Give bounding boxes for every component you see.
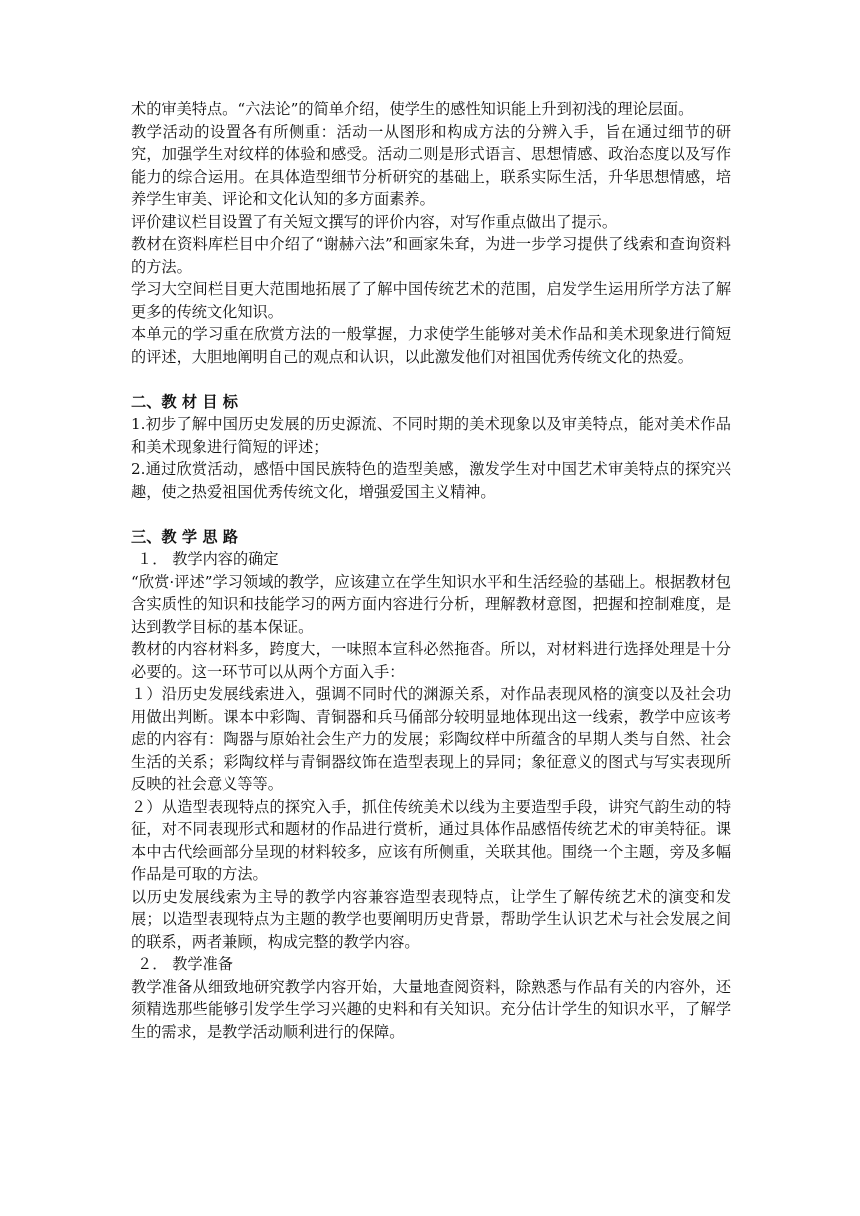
intro-paragraph-6: 本单元的学习重在欣赏方法的一般掌握，力求使学生能够对美术作品和美术现象进行简短的评述，大胆地阐明自己的观点和认识，以此激发他们对祖国优秀传统文化的热爱。 bbox=[131, 325, 731, 366]
section-gap bbox=[131, 368, 731, 391]
intro-paragraph-4: 教材在资料库栏目中介绍了“谢赫六法”和画家朱耷，为进一步学习提供了线索和查询资料的方法。 bbox=[131, 235, 731, 276]
document-page bbox=[131, 98, 731, 1043]
intro-paragraph-3: 评价建议栏目设置了有关短文撰写的评价内容，对写作重点做出了提示。 bbox=[131, 212, 617, 231]
section-heading-teaching-goals: 二、教 材 目 标 bbox=[131, 392, 238, 411]
subsection-title-content: １． 教学内容的确定 bbox=[137, 550, 279, 568]
content-paragraph-2: 教材的内容材料多，跨度大，一味照本宣科必然拖沓。所以，对材料进行选择处理是十分必要的。这一环节可以从两个方面入手： bbox=[131, 640, 731, 681]
section-gap bbox=[131, 503, 731, 526]
content-paragraph-5: 以历史发展线索为主导的教学内容兼容造型表现特点，让学生了解传统艺术的演变和发展；以造型表现特点为主题的教学也要阐明历史背景，帮助学生认识艺术与社会发展之间的联系，两者兼顾，构成完整的教学内容。 bbox=[131, 887, 731, 951]
goal-item-2: 2.通过欣赏活动，感悟中国民族特色的造型美感，激发学生对中国艺术审美特点的探究兴趣，使之热爱祖国优秀传统文化，增强爱国主义精神。 bbox=[131, 460, 731, 501]
intro-paragraph-5: 学习大空间栏目更大范围地拓展了了解中国传统艺术的范围，启发学生运用所学方法了解更多的传统文化知识。 bbox=[131, 280, 731, 321]
intro-paragraph-1: 术的审美特点。“六法论”的简单介绍，使学生的感性知识能上升到初浅的理论层面。 bbox=[131, 100, 694, 118]
content-paragraph-3: １）沿历史发展线索进入，强调不同时代的渊源关系，对作品表现风格的演变以及社会功用做出判断。课本中彩陶、青铜器和兵马俑部分较明显地体现出这一线索，教学中应该考虑的内容有：陶器与原始社会生产力的发展；彩陶纹样中所蕴含的早期人类与自然、社会生活的关系；彩陶纹样与青铜器纹饰在造型表现上的异同；象征意义的图式与写实表现所反映的社会意义等等。 bbox=[131, 685, 731, 793]
content-paragraph-1: “欣赏·评述”学习领域的教学，应该建立在学生知识水平和生活经验的基础上。根据教材包含实质性的知识和技能学习的两方面内容进行分析，理解教材意图，把握和控制难度，是达到教学目标的基本保证。 bbox=[131, 572, 731, 636]
content-paragraph-4: ２）从造型表现特点的探究入手，抓住传统美术以线为主要造型手段，讲究气韵生动的特征，对不同表现形式和题材的作品进行赏析，通过具体作品感悟传统艺术的审美特征。课本中古代绘画部分呈现的材料较多，应该有所侧重，关联其他。围绕一个主题，旁及多幅作品是可取的方法。 bbox=[131, 797, 731, 883]
subsection-title-preparation: ２． 教学准备 bbox=[137, 955, 233, 973]
goal-item-1: 1.初步了解中国历史发展的历史源流、不同时期的美术现象以及审美特点，能对美术作品和美术现象进行简短的评述； bbox=[131, 415, 731, 456]
intro-paragraph-2: 教学活动的设置各有所侧重：活动一从图形和构成方法的分辨入手，旨在通过细节的研究，加强学生对纹样的体验和感受。活动二则是形式语言、思想情感、政治态度以及写作能力的综合运用。在具体造型细节分析研究的基础上，联系实际生活，升华思想情感，培养学生审美、评论和文化认知的多方面素养。 bbox=[131, 122, 731, 208]
preparation-paragraph-1: 教学准备从细致地研究教学内容开始，大量地查阅资料，除熟悉与作品有关的内容外，还须精选那些能够引发学生学习兴趣的史料和有关知识。充分估计学生的知识水平，了解学生的需求，是教学活动顺利进行的保障。 bbox=[131, 977, 731, 1041]
section-heading-teaching-approach: 三、教 学 思 路 bbox=[131, 527, 238, 546]
